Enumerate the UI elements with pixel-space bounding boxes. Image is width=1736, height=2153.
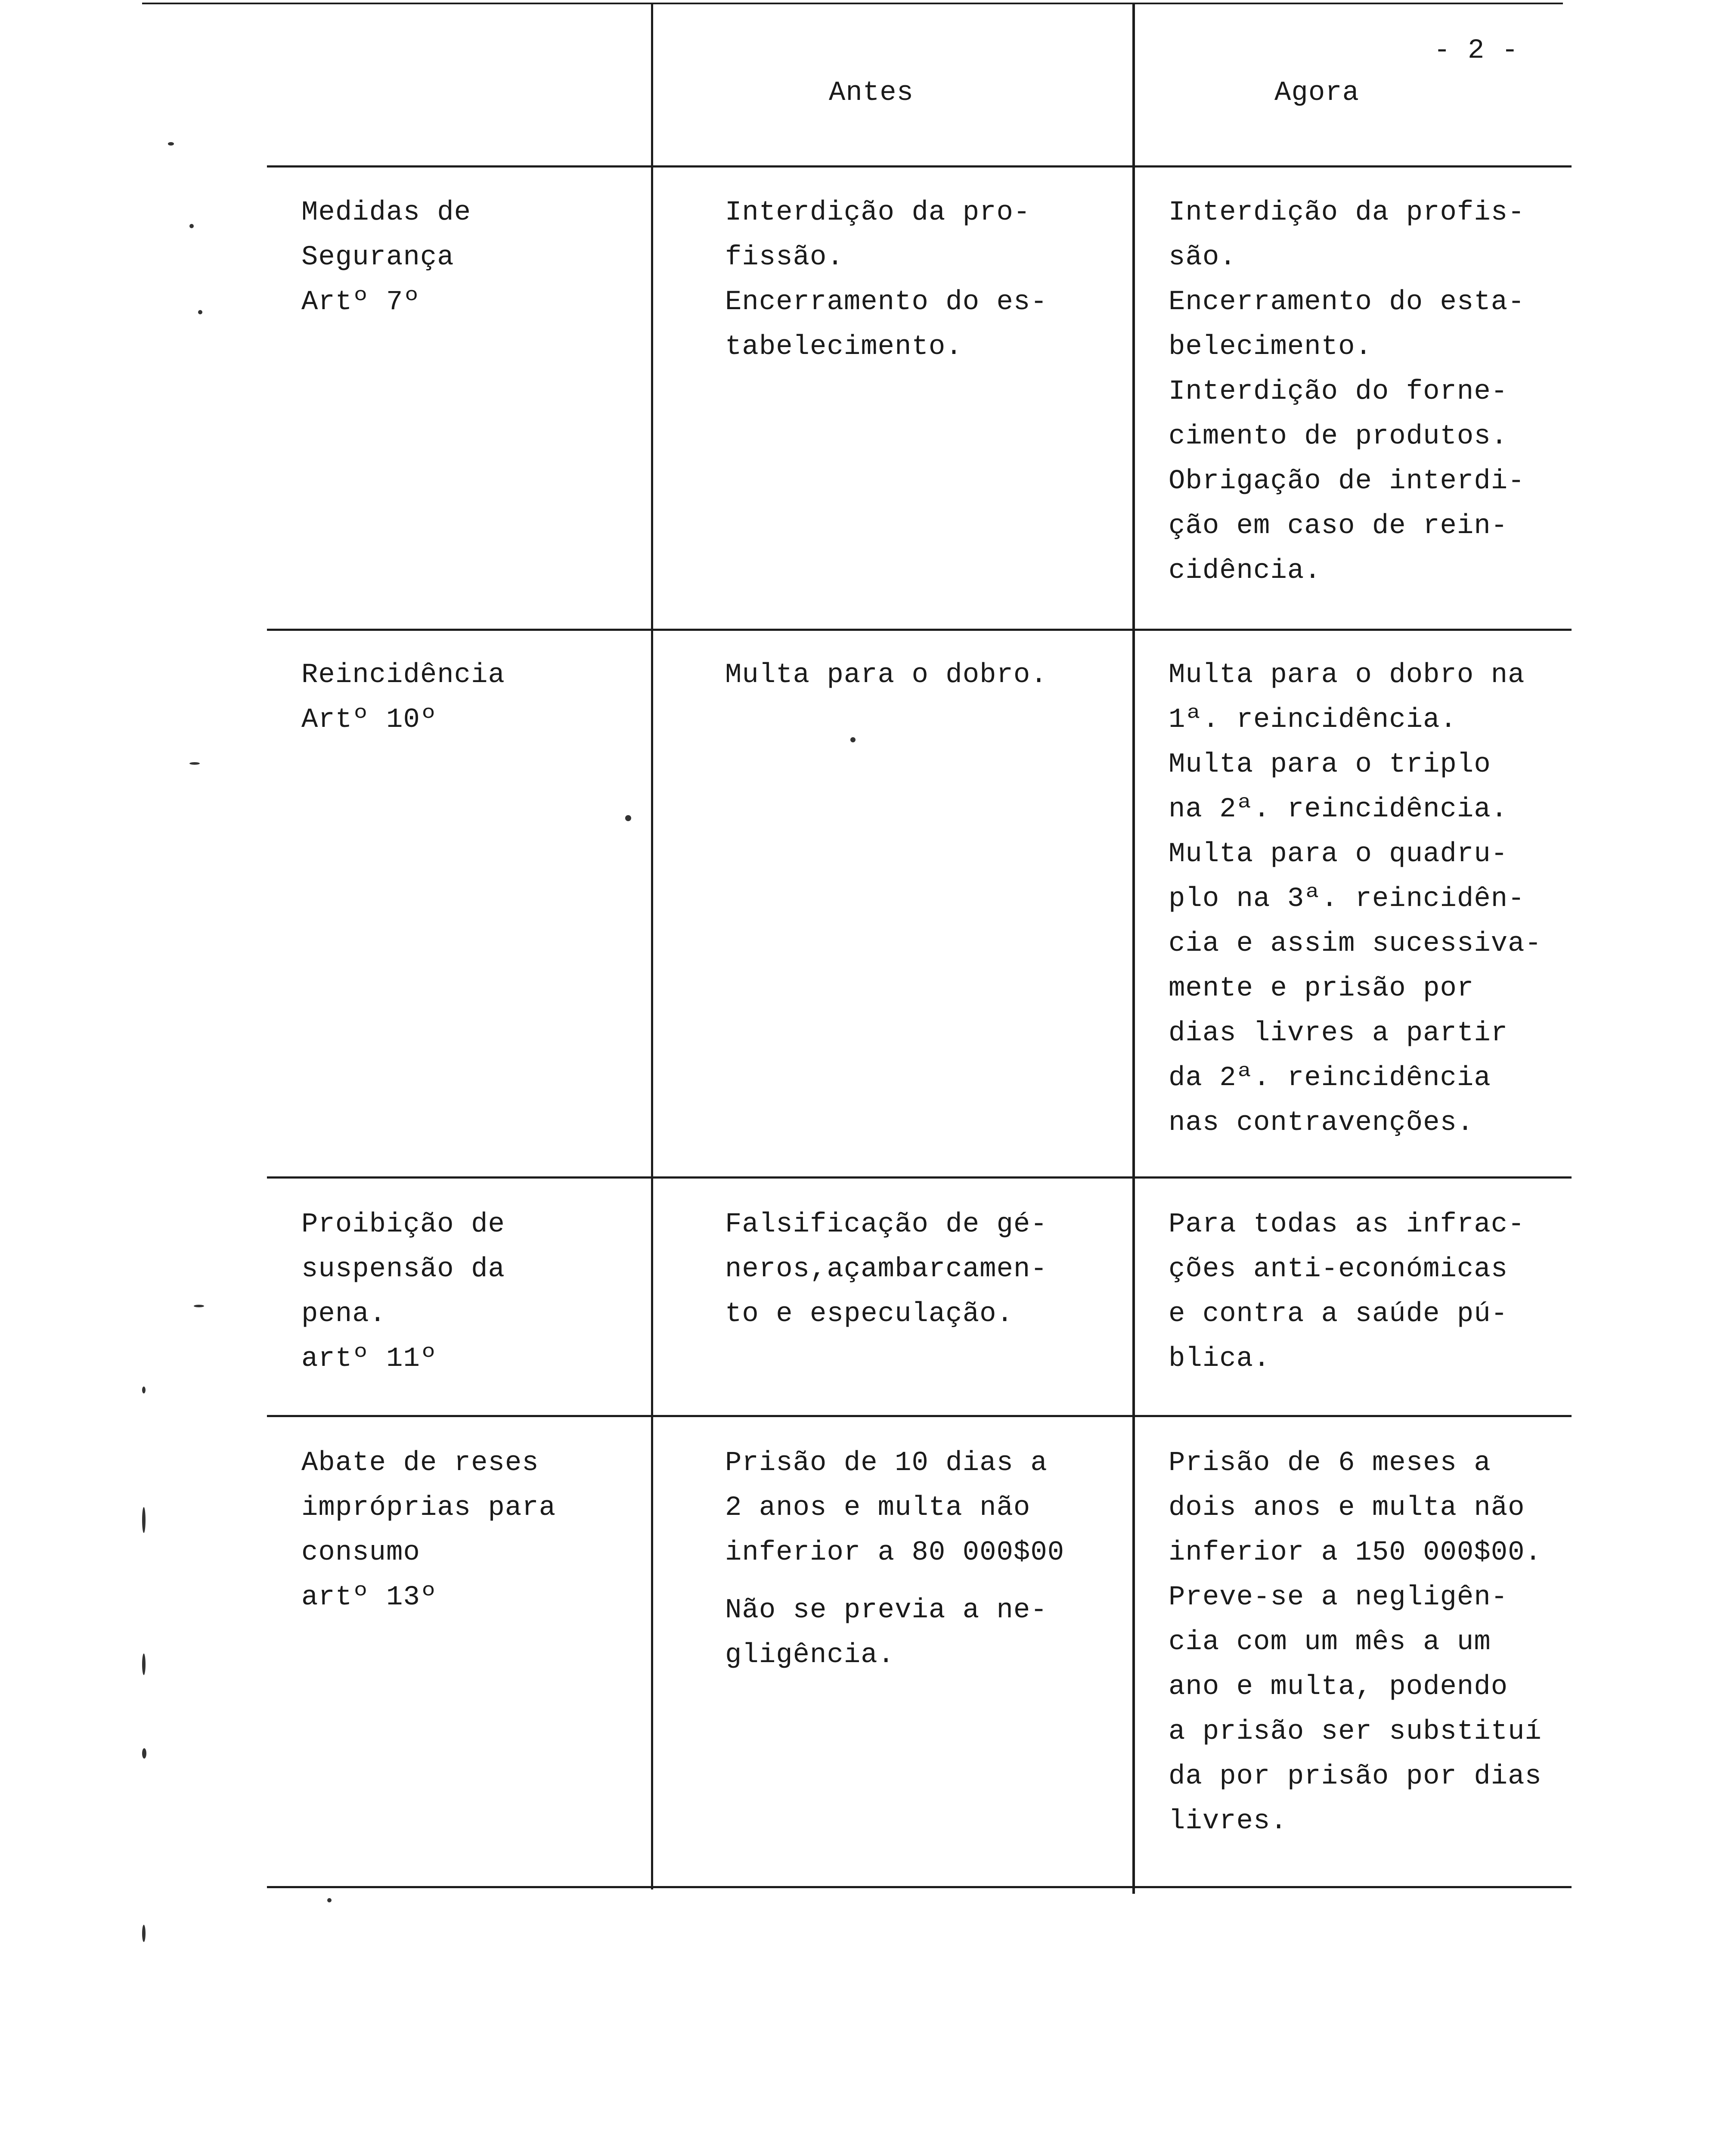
scan-speck (142, 1387, 146, 1393)
scan-speck (142, 1507, 146, 1533)
scan-speck (168, 142, 174, 146)
row-4-topic: Abate de reses impróprias para consumo artº 13º (301, 1448, 556, 1613)
scan-speck (198, 310, 202, 314)
row-1-before: Interdição da pro- fissão. Encerramento do es- tabelecimento. (725, 197, 1048, 363)
row-4-now: Prisão de 6 meses a dois anos e multa não inferior a 150 000$00. Preve-se a negligên- cia com um mês a um ano e multa, podendo a prisão ser substituí da por prisão por dias livres. (1169, 1448, 1542, 1837)
column-divider-left (651, 3, 653, 1889)
scan-speck (142, 1654, 146, 1675)
header-before: Antes (829, 78, 914, 109)
scan-speck (625, 815, 631, 821)
row-4-before: Prisão de 10 dias a 2 anos e multa não inferior a 80 000$00 Não se previa a ne- gligência. (725, 1448, 1065, 1671)
row-1-topic: Medidas de Segurança Artº 7º (301, 197, 471, 318)
column-divider-right (1132, 3, 1135, 1894)
row-1-now: Interdição da profis- são. Encerramento do esta- belecimento. Interdição do forne- cimento de produtos. Obrigação de interdi- ção em caso de rein- cidência. (1169, 197, 1525, 586)
scan-speck (850, 737, 856, 742)
row-3-now: Para todas as infrac- ções anti-económicas e contra a saúde pú- blica. (1169, 1209, 1525, 1374)
row-separator-2 (267, 1176, 1572, 1179)
scan-speck (189, 762, 200, 765)
row-separator-1 (267, 629, 1572, 631)
table-top-border (142, 3, 1563, 4)
scan-speck (142, 1748, 146, 1759)
row-2-before: Multa para o dobro. (725, 660, 1048, 691)
header-separator (267, 165, 1572, 168)
table-bottom-border (267, 1886, 1572, 1888)
row-2-now: Multa para o dobro na 1ª. reincidência. Multa para o triplo na 2ª. reincidência. Multa para o quadru- plo na 3ª. reincidên- cia e assim sucessiva- mente e prisão por dias livres a partir da 2ª. reincidência nas contravenções. (1169, 660, 1542, 1139)
scan-speck (142, 1925, 146, 1942)
row-separator-3 (267, 1415, 1572, 1417)
scan-speck (189, 224, 194, 228)
row-3-before: Falsificação de gé- neros,açambarcamen- to e especulação. (725, 1209, 1048, 1330)
scan-speck (194, 1305, 204, 1307)
header-now: Agora (1274, 78, 1360, 109)
row-3-topic: Proibição de suspensão da pena. artº 11º (301, 1209, 505, 1374)
page-number: - 2 - (1434, 35, 1519, 66)
row-2-topic: Reincidência Artº 10º (301, 660, 505, 735)
scan-speck (327, 1898, 332, 1902)
